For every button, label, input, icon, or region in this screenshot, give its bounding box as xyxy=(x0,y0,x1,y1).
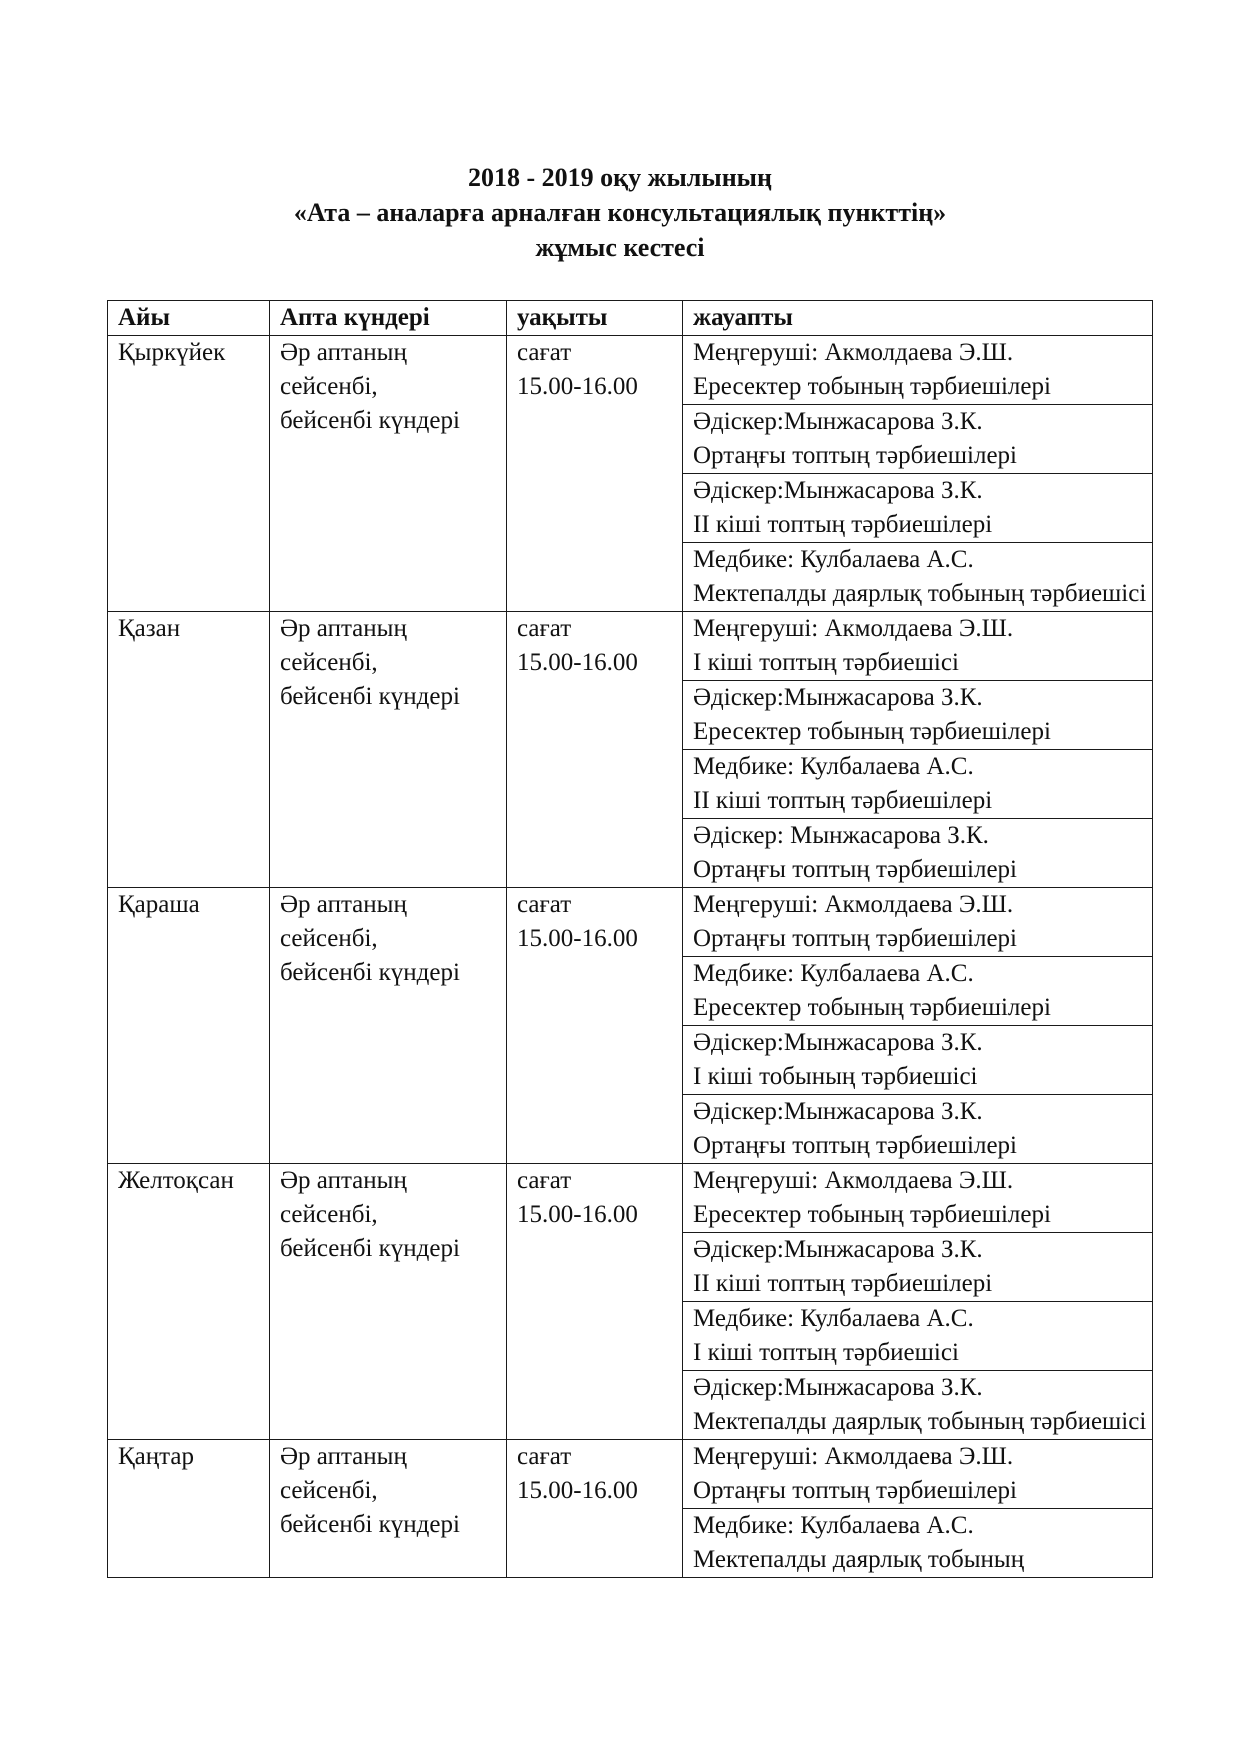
responsible-person: Әдіскер: Мынжасарова З.К. xyxy=(693,822,989,849)
responsible-person: Меңгеруші: Акмолдаева Э.Ш. xyxy=(693,891,1014,918)
responsible-group: Ортаңғы топтың тәрбиешілері xyxy=(693,1132,1017,1159)
responsible-cell xyxy=(683,888,1153,957)
responsible-cell xyxy=(683,474,1153,543)
responsible-person: Меңгеруші: Акмолдаева Э.Ш. xyxy=(693,1443,1014,1470)
responsible-group: Мектепалды даярлық тобының тәрбиешісі xyxy=(693,1408,1147,1435)
title-line-1: 2018 - 2019 оқу жылының xyxy=(468,163,772,192)
responsible-person: Меңгеруші: Акмолдаева Э.Ш. xyxy=(693,615,1014,642)
responsible-group: Ересектер тобының тәрбиешілері xyxy=(693,994,1051,1021)
responsible-person: Медбике: Кулбалаева А.С. xyxy=(693,1512,974,1539)
week-days-line: Әр аптаның xyxy=(280,615,407,642)
table-header-row xyxy=(108,301,1153,336)
week-days-line: сейсенбі, xyxy=(280,1201,378,1228)
responsible-cell xyxy=(683,819,1153,888)
month-cell: Қыркүйек xyxy=(108,336,270,612)
responsible-cell xyxy=(683,405,1153,474)
responsible-person: Медбике: Кулбалаева А.С. xyxy=(693,753,974,780)
responsible-group: Ортаңғы топтың тәрбиешілері xyxy=(693,925,1017,952)
responsible-cell xyxy=(683,1509,1153,1578)
responsible-cell xyxy=(683,1095,1153,1164)
week-days-line: Әр аптаның xyxy=(280,1443,407,1470)
week-days-line: сейсенбі, xyxy=(280,925,378,952)
time-cell xyxy=(507,1164,683,1440)
table-row xyxy=(108,336,1153,405)
responsible-group: Ересектер тобының тәрбиешілері xyxy=(693,718,1051,745)
month-cell: Қараша xyxy=(108,888,270,1164)
responsible-person: Медбике: Кулбалаева А.С. xyxy=(693,1305,974,1332)
time-line: сағат xyxy=(517,615,572,642)
week-days-cell xyxy=(270,336,507,612)
table-row xyxy=(108,888,1153,957)
responsible-group: ІІ кіші топтың тәрбиешілері xyxy=(693,511,993,538)
time-line: 15.00-16.00 xyxy=(517,1201,638,1228)
table-row xyxy=(108,1164,1153,1233)
week-days-line: бейсенбі күндері xyxy=(280,959,460,986)
responsible-group: ІІ кіші топтың тәрбиешілері xyxy=(693,787,993,814)
responsible-person: Меңгеруші: Акмолдаева Э.Ш. xyxy=(693,339,1014,366)
responsible-person: Медбике: Кулбалаева А.С. xyxy=(693,546,974,573)
week-days-cell xyxy=(270,1440,507,1578)
time-cell xyxy=(507,1440,683,1578)
week-days-cell xyxy=(270,888,507,1164)
responsible-cell xyxy=(683,750,1153,819)
header-month: Айы xyxy=(108,301,270,336)
responsible-person: Әдіскер:Мынжасарова З.К. xyxy=(693,1236,983,1263)
header-time: уақыты xyxy=(507,301,683,336)
responsible-person: Әдіскер:Мынжасарова З.К. xyxy=(693,1374,983,1401)
week-days-line: Әр аптаның xyxy=(280,1167,407,1194)
time-line: сағат xyxy=(517,891,572,918)
responsible-cell xyxy=(683,957,1153,1026)
time-cell xyxy=(507,888,683,1164)
week-days-line: бейсенбі күндері xyxy=(280,1511,460,1538)
responsible-cell xyxy=(683,612,1153,681)
responsible-group: Ортаңғы топтың тәрбиешілері xyxy=(693,442,1017,469)
week-days-line: сейсенбі, xyxy=(280,373,378,400)
time-line: 15.00-16.00 xyxy=(517,925,638,952)
week-days-line: сейсенбі, xyxy=(280,649,378,676)
week-days-line: бейсенбі күндері xyxy=(280,407,460,434)
responsible-cell xyxy=(683,1233,1153,1302)
responsible-cell xyxy=(683,1440,1153,1509)
document-title xyxy=(0,160,1240,265)
week-days-line: бейсенбі күндері xyxy=(280,1235,460,1262)
week-days-line: Әр аптаның xyxy=(280,891,407,918)
time-line: сағат xyxy=(517,1167,572,1194)
responsible-cell xyxy=(683,1164,1153,1233)
responsible-group: Ортаңғы топтың тәрбиешілері xyxy=(693,856,1017,883)
time-line: 15.00-16.00 xyxy=(517,1477,638,1504)
responsible-cell xyxy=(683,681,1153,750)
responsible-person: Әдіскер:Мынжасарова З.К. xyxy=(693,1098,983,1125)
responsible-group: Мектепалды даярлық тобының тәрбиешісі xyxy=(693,580,1147,607)
responsible-cell xyxy=(683,543,1153,612)
schedule-table xyxy=(107,300,1153,1578)
table-row xyxy=(108,1440,1153,1509)
responsible-cell xyxy=(683,1026,1153,1095)
header-responsible: жауапты xyxy=(683,301,1153,336)
week-days-line: Әр аптаның xyxy=(280,339,407,366)
responsible-person: Әдіскер:Мынжасарова З.К. xyxy=(693,477,983,504)
responsible-person: Әдіскер:Мынжасарова З.К. xyxy=(693,408,983,435)
responsible-person: Әдіскер:Мынжасарова З.К. xyxy=(693,1029,983,1056)
time-cell xyxy=(507,612,683,888)
responsible-group: І кіші тобының тәрбиешісі xyxy=(693,1063,978,1090)
title-line-2: «Ата – аналарға арналған консультациялық пункттің» xyxy=(293,198,947,227)
responsible-person: Меңгеруші: Акмолдаева Э.Ш. xyxy=(693,1167,1014,1194)
responsible-person: Әдіскер:Мынжасарова З.К. xyxy=(693,684,983,711)
week-days-cell xyxy=(270,1164,507,1440)
responsible-cell xyxy=(683,1371,1153,1440)
week-days-cell xyxy=(270,612,507,888)
responsible-group: Ересектер тобының тәрбиешілері xyxy=(693,1201,1051,1228)
responsible-group: Ересектер тобының тәрбиешілері xyxy=(693,373,1051,400)
month-cell: Желтоқсан xyxy=(108,1164,270,1440)
responsible-group: ІІ кіші топтың тәрбиешілері xyxy=(693,1270,993,1297)
responsible-group: І кіші топтың тәрбиешісі xyxy=(693,649,959,676)
table-row xyxy=(108,612,1153,681)
month-cell: Қаңтар xyxy=(108,1440,270,1578)
time-line: 15.00-16.00 xyxy=(517,649,638,676)
time-line: сағат xyxy=(517,1443,572,1470)
responsible-cell xyxy=(683,1302,1153,1371)
responsible-group: Мектепалды даярлық тобының xyxy=(693,1546,1025,1573)
month-cell: Қазан xyxy=(108,612,270,888)
responsible-group: Ортаңғы топтың тәрбиешілері xyxy=(693,1477,1017,1504)
title-line-3: жұмыс кестесі xyxy=(535,233,705,262)
responsible-person: Медбике: Кулбалаева А.С. xyxy=(693,960,974,987)
time-line: сағат xyxy=(517,339,572,366)
time-line: 15.00-16.00 xyxy=(517,373,638,400)
responsible-group: І кіші топтың тәрбиешісі xyxy=(693,1339,959,1366)
week-days-line: сейсенбі, xyxy=(280,1477,378,1504)
responsible-cell xyxy=(683,336,1153,405)
week-days-line: бейсенбі күндері xyxy=(280,683,460,710)
schedule-body xyxy=(108,336,1153,1578)
header-week-days: Апта күндері xyxy=(270,301,507,336)
time-cell xyxy=(507,336,683,612)
